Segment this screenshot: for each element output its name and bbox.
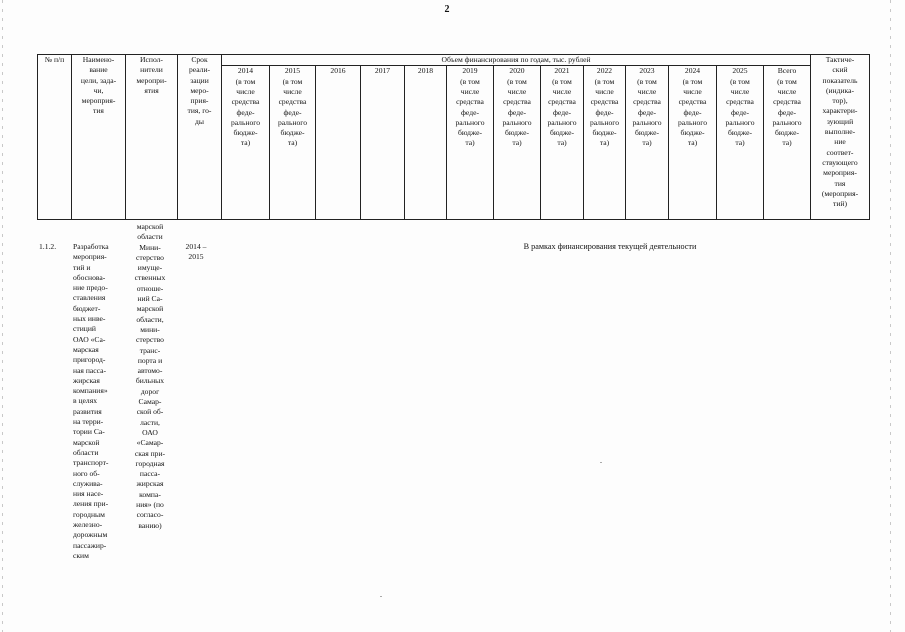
header-year-2016: 2016 (316, 66, 361, 220)
financing-table (37, 54, 870, 220)
header-term: Срок реали- зации меро- прия- тия, го- ды (178, 55, 222, 220)
row-executors: марской области Мини- стерство имуще- ственных отноше- ний Са- марской области, мини- стерство транс- порта и автомо- бильных дорог Самар- ской об- ласти, ОАО «Самар- ская при- городная пасса- жирская компа- ния» (по согласо- ванию) (134, 222, 166, 530)
header-year-2022: 2022 (в том числе средства феде- рального бюдже- та) (584, 66, 626, 220)
header-year-2024: 2024 (в том числе средства феде- рального бюдже- та) (669, 66, 717, 220)
row-funding-note: В рамках финансирования текущей деятельности (523, 242, 697, 251)
header-year-2021: 2021 (в том числе средства феде- рального бюдже- та) (541, 66, 584, 220)
header-funding: Объем финансирования по годам, тыс. рублей (222, 55, 811, 66)
header-year-2015: 2015 (в том числе средства феде- рального бюдже- та) (270, 66, 316, 220)
scan-speck (380, 596, 382, 597)
row-measure-name: Разработка мероприя- тий и обоснова- ние предо- ставления бюджет- ных инве- стиций ОАО «Са- марская пригород- ная пасса- жирская компания» в целях развития на терри- тории Са- марской области транспорт- ного об- служива- ния насе- ления при- городным железно- дорожным пассажир- ским (73, 242, 109, 560)
header-year-2017: 2017 (361, 66, 405, 220)
row-term: 2014 – 2015 (185, 242, 207, 262)
header-year-2019: 2019 (в том числе средства феде- рального бюдже- та) (447, 66, 494, 220)
header-executors: Испол- нители меропри- ятия (126, 55, 178, 220)
scan-speck (600, 462, 602, 463)
header-name: Наимено- вание цели, зада- чи, мероприя- тия (72, 55, 126, 220)
header-year-2023: 2023 (в том числе средства феде- рального бюдже- та) (626, 66, 669, 220)
row-number: 1.1.2. (39, 242, 57, 251)
page-number: 2 (444, 4, 450, 15)
header-year-2020: 2020 (в том числе средства феде- рального бюдже- та) (494, 66, 541, 220)
header-number: № п/п (38, 55, 72, 220)
scan-left-edge (2, 0, 3, 632)
header-year-2018: 2018 (405, 66, 447, 220)
header-indicator: Тактиче- ский показатель (индика- тор), характери- зующий выполне- ние соответ- ствующего мероприя- тия (мероприя- тий) (811, 55, 870, 220)
header-year-2025: 2025 (в том числе средства феде- рального бюдже- та) (717, 66, 764, 220)
header-year-2014: 2014 (в том числе средства феде- рального бюдже- та) (222, 66, 270, 220)
header-total: Всего (в том числе средства феде- рального бюдже- та) (764, 66, 811, 220)
scan-right-edge (890, 0, 891, 632)
